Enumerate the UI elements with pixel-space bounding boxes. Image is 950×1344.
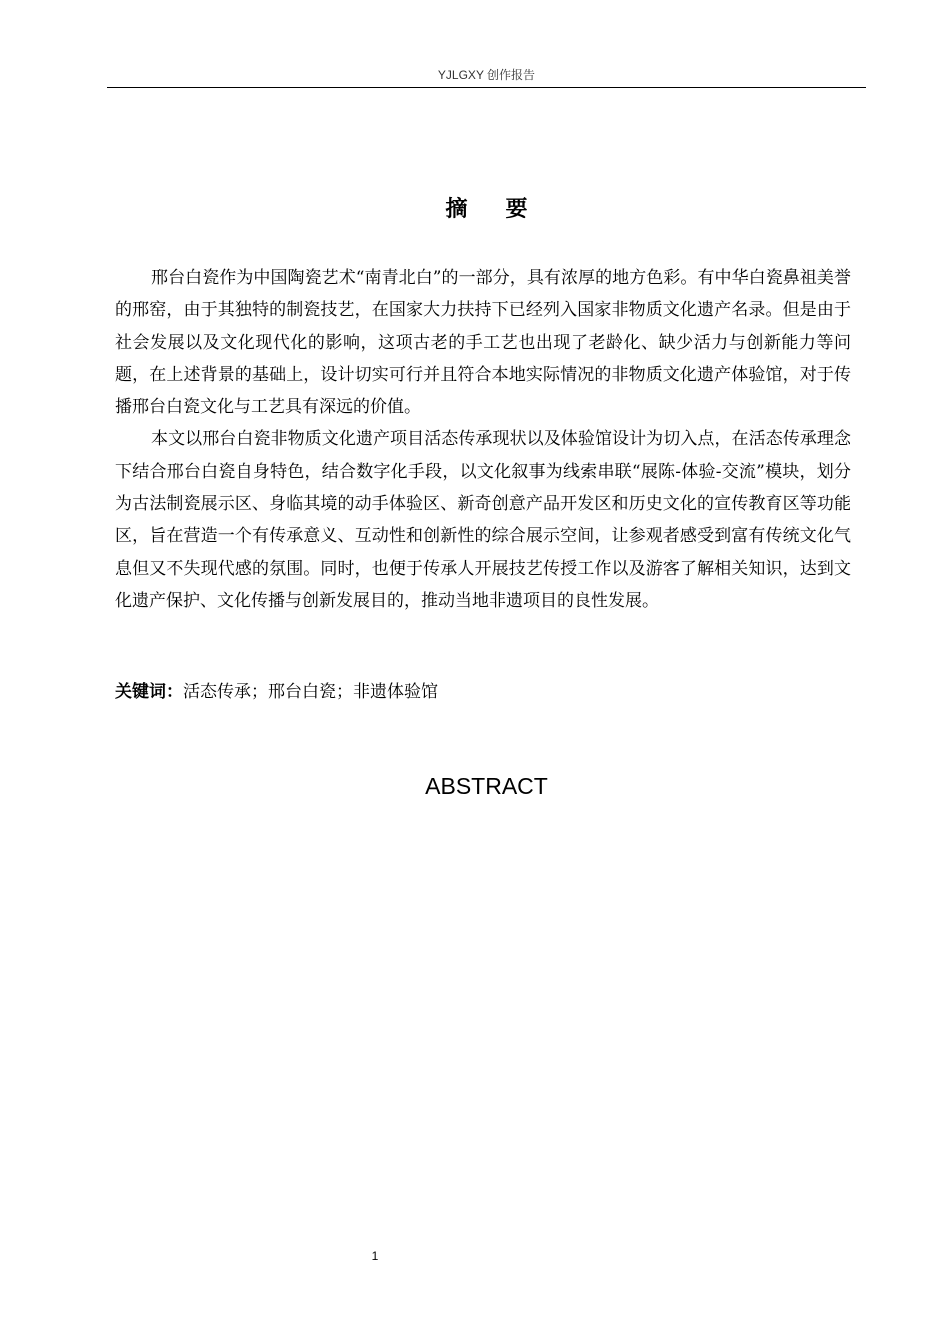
abstract-paragraph-2: 本文以邢台白瓷非物质文化遗产项目活态传承现状以及体验馆设计为切入点，在活态传承理念下结合邢台白瓷自身特色，结合数字化手段，以文化叙事为线索串联“展陈-体验-交流”模块，划分为古法制瓷展示区、身临其境的动手体验区、新奇创意产品开发区和历史文化的宣传教育区等功能区，旨在营造一个有传承意义、互动性和创新性的综合展示空间，让参观者感受到富有传统文化气息但又不失现代感的氛围。同时，也便于传承人开展技艺传授工作以及游客了解相关知识，达到文化遗产保护、文化传播与创新发展目的，推动当地非遗项目的良性发展。 (115, 429, 851, 611)
keywords (115, 677, 851, 707)
abstract-body (115, 262, 851, 617)
abstract-title-part1: 摘 (445, 197, 468, 222)
english-abstract-title: ABSTRACT (425, 773, 548, 799)
page-header: YJLGXY 创作报告 (437, 68, 536, 82)
keywords-label: 关键词： (115, 682, 183, 702)
abstract-title (107, 194, 866, 226)
page-number: 1 (371, 1249, 379, 1263)
header-rule (107, 87, 866, 88)
keywords-value: 活态传承；邢台白瓷；非遗体验馆 (183, 682, 438, 702)
abstract-paragraph-1: 邢台白瓷作为中国陶瓷艺术“南青北白”的一部分，具有浓厚的地方色彩。有中华白瓷鼻祖美誉的邢窑，由于其独特的制瓷技艺，在国家大力扶持下已经列入国家非物质文化遗产名录。但是由于社会发展以及文化现代化的影响，这项古老的手工艺也出现了老龄化、缺少活力与创新能力等问题，在上述背景的基础上，设计切实可行并且符合本地实际情况的非物质文化遗产体验馆，对于传播邢台白瓷文化与工艺具有深远的价值。 (115, 268, 851, 418)
abstract-title-part2: 要 (505, 197, 528, 222)
